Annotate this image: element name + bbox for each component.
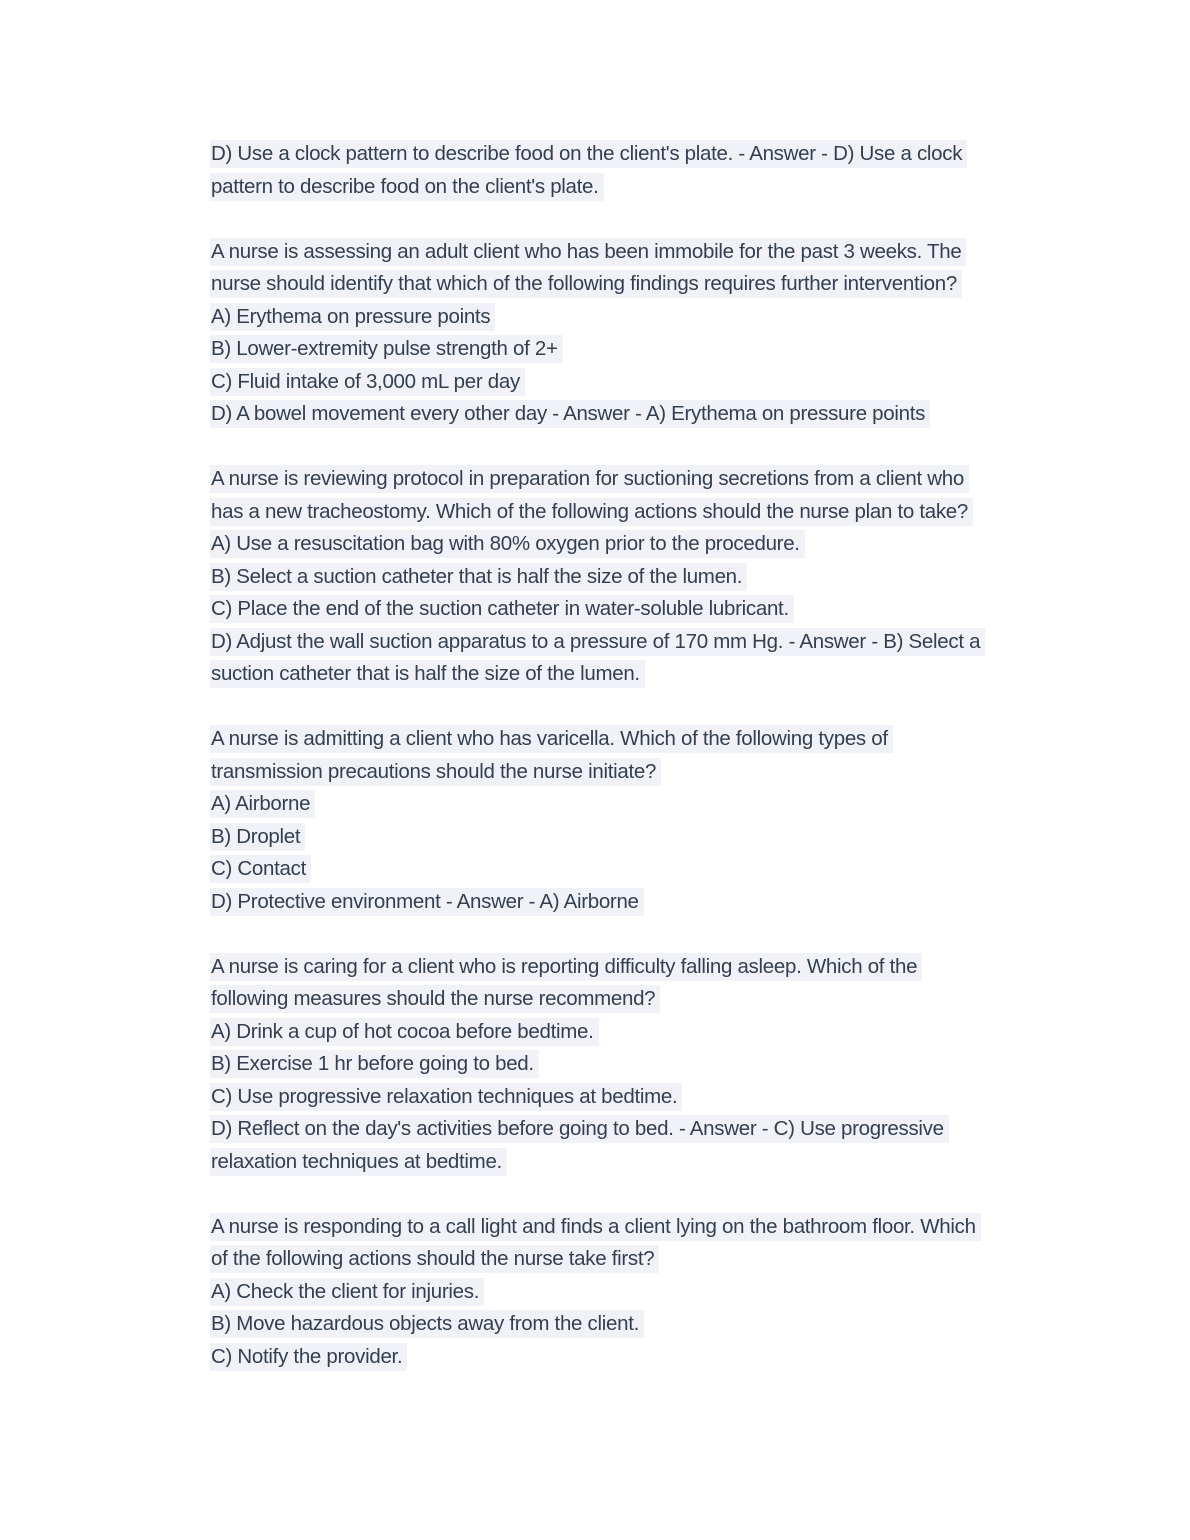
highlighted-text: B) Droplet bbox=[210, 823, 305, 851]
text-line bbox=[210, 658, 1060, 691]
text-line bbox=[210, 1048, 1060, 1081]
highlighted-text: D) Protective environment - Answer - A) Airborne bbox=[210, 888, 644, 916]
text-line bbox=[210, 1211, 1060, 1244]
text-line bbox=[210, 528, 1060, 561]
text-line bbox=[210, 366, 1060, 399]
highlighted-text: A nurse is caring for a client who is reporting difficulty falling asleep. Which of the bbox=[210, 953, 922, 981]
highlighted-text: A) Use a resuscitation bag with 80% oxygen prior to the procedure. bbox=[210, 530, 805, 558]
highlighted-text: C) Use progressive relaxation techniques at bedtime. bbox=[210, 1083, 682, 1111]
question-block bbox=[210, 951, 1060, 1179]
highlighted-text: A) Erythema on pressure points bbox=[210, 303, 495, 331]
highlighted-text: C) Fluid intake of 3,000 mL per day bbox=[210, 368, 525, 396]
text-line bbox=[210, 1341, 1060, 1374]
highlighted-text: relaxation techniques at bedtime. bbox=[210, 1148, 507, 1176]
text-line bbox=[210, 236, 1060, 269]
highlighted-text: D) Reflect on the day's activities before going to bed. - Answer - C) Use progressive bbox=[210, 1115, 949, 1143]
highlighted-text: C) Contact bbox=[210, 855, 311, 883]
text-line bbox=[210, 1113, 1060, 1146]
text-line bbox=[210, 1308, 1060, 1341]
highlighted-text: of the following actions should the nurse take first? bbox=[210, 1245, 659, 1273]
text-line bbox=[210, 463, 1060, 496]
highlighted-text: A) Check the client for injuries. bbox=[210, 1278, 484, 1306]
highlighted-text: nurse should identify that which of the following findings requires further intervention? bbox=[210, 270, 962, 298]
highlighted-text: A nurse is responding to a call light and finds a client lying on the bathroom floor. Which bbox=[210, 1213, 981, 1241]
text-line bbox=[210, 983, 1060, 1016]
highlighted-text: A nurse is assessing an adult client who has been immobile for the past 3 weeks. The bbox=[210, 238, 966, 266]
highlighted-text: D) A bowel movement every other day - Answer - A) Erythema on pressure points bbox=[210, 400, 930, 428]
highlighted-text: A nurse is reviewing protocol in preparation for suctioning secretions from a client who bbox=[210, 465, 969, 493]
question-block bbox=[210, 463, 1060, 691]
highlighted-text: D) Use a clock pattern to describe food on the client's plate. - Answer - D) Use a clock bbox=[210, 140, 967, 168]
question-block bbox=[210, 723, 1060, 918]
highlighted-text: transmission precautions should the nurse initiate? bbox=[210, 758, 661, 786]
text-line bbox=[210, 561, 1060, 594]
text-line bbox=[210, 1243, 1060, 1276]
highlighted-text: pattern to describe food on the client's plate. bbox=[210, 173, 604, 201]
text-line bbox=[210, 333, 1060, 366]
highlighted-text: following measures should the nurse recommend? bbox=[210, 985, 660, 1013]
text-line bbox=[210, 593, 1060, 626]
question-block bbox=[210, 138, 1060, 203]
highlighted-text: A) Drink a cup of hot cocoa before bedtime. bbox=[210, 1018, 599, 1046]
highlighted-text: C) Notify the provider. bbox=[210, 1343, 407, 1371]
text-line bbox=[210, 951, 1060, 984]
text-line bbox=[210, 398, 1060, 431]
highlighted-text: B) Lower-extremity pulse strength of 2+ bbox=[210, 335, 563, 363]
highlighted-text: has a new tracheostomy. Which of the following actions should the nurse plan to take? bbox=[210, 498, 973, 526]
question-block bbox=[210, 236, 1060, 431]
text-line bbox=[210, 756, 1060, 789]
highlighted-text: C) Place the end of the suction catheter in water-soluble lubricant. bbox=[210, 595, 794, 623]
text-line bbox=[210, 723, 1060, 756]
text-line bbox=[210, 496, 1060, 529]
highlighted-text: A nurse is admitting a client who has varicella. Which of the following types of bbox=[210, 725, 893, 753]
text-line bbox=[210, 268, 1060, 301]
text-line bbox=[210, 886, 1060, 919]
text-line bbox=[210, 171, 1060, 204]
highlighted-text: A) Airborne bbox=[210, 790, 315, 818]
text-line bbox=[210, 138, 1060, 171]
question-block bbox=[210, 1211, 1060, 1374]
text-line bbox=[210, 1081, 1060, 1114]
text-line bbox=[210, 1276, 1060, 1309]
text-line bbox=[210, 788, 1060, 821]
highlighted-text: B) Select a suction catheter that is half the size of the lumen. bbox=[210, 563, 747, 591]
highlighted-text: D) Adjust the wall suction apparatus to a pressure of 170 mm Hg. - Answer - B) Select a bbox=[210, 628, 985, 656]
text-line bbox=[210, 1016, 1060, 1049]
highlighted-text: B) Move hazardous objects away from the client. bbox=[210, 1310, 644, 1338]
text-line bbox=[210, 821, 1060, 854]
highlighted-text: suction catheter that is half the size of the lumen. bbox=[210, 660, 645, 688]
text-line bbox=[210, 301, 1060, 334]
text-line bbox=[210, 1146, 1060, 1179]
text-line bbox=[210, 626, 1060, 659]
highlighted-text: B) Exercise 1 hr before going to bed. bbox=[210, 1050, 539, 1078]
text-line bbox=[210, 853, 1060, 886]
document-content bbox=[210, 138, 1060, 1406]
